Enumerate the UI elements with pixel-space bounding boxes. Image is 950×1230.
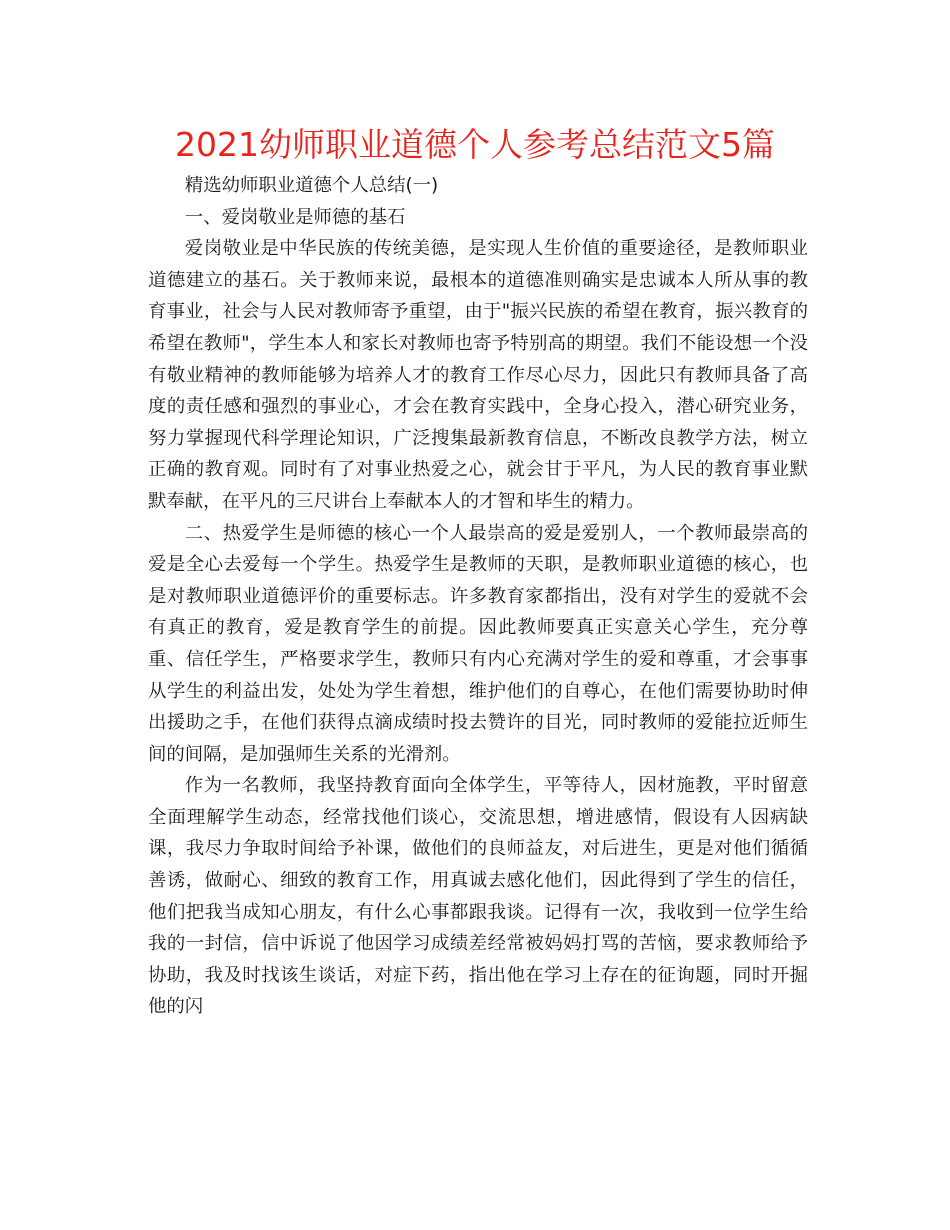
document-body	[148, 170, 808, 1023]
paragraph: 作为一名教师，我坚持教育面向全体学生，平等待人，因材施教，平时留意全面理解学生动态，经常找他们谈心，交流思想，增进感情，假设有人因病缺课，我尽力争取时间给予补课，做他们的良师益友，对后进生，更是对他们循循善诱，做耐心、细致的教育工作，用真诚去感化他们，因此得到了学生的信任，他们把我当成知心朋友，有什么心事都跟我谈。记得有一次，我收到一位学生给我的一封信，信中诉说了他因学习成绩差经常被妈妈打骂的苦恼，要求教师给予协助，我及时找该生谈话，对症下药，指出他在学习上存在的征询题，同时开掘他的闪	[148, 775, 808, 1018]
document-title: 2021幼师职业道德个人参考总结范文5篇	[175, 125, 775, 164]
paragraph: 二、热爱学生是师德的核心一个人最崇高的爱是爱别人，一个教师最崇高的爱是全心去爱每一个学生。热爱学生是教师的天职，是教师职业道德的核心，也是对教师职业道德评价的重要标志。许多教育家都指出，没有对学生的爱就不会有真正的教育，爱是教育学生的前提。因此教师要真正实意关心学生，充分尊重、信任学生，严格要求学生，教师只有内心充满对学生的爱和尊重，才会事事从学生的利益出发，处处为学生着想，维护他们的自尊心，在他们需要协助时伸出援助之手，在他们获得点滴成绩时投去赞许的目光，同时教师的爱能拉近师生间的间隔，是加强师生关系的光滑剂。	[148, 522, 808, 765]
paragraph: 爱岗敬业是中华民族的传统美德，是实现人生价值的重要途径，是教师职业道德建立的基石。关于教师来说，最根本的道德准则确实是忠诚本人所从事的教育事业，社会与人民对教师寄予重望，由于"振兴民族的希望在教育，振兴教育的希望在教师"，学生本人和家长对教师也寄予特别高的期望。我们不能设想一个没有敬业精神的教师能够为培养人才的教育工作尽心尽力，因此只有教师具备了高度的责任感和强烈的事业心，才会在教育实践中，全身心投入，潜心研究业务，努力掌握现代科学理论知识，广泛搜集最新教育信息，不断改良教学方法，树立正确的教育观。同时有了对事业热爱之心，就会甘于平凡，为人民的教育事业默默奉献，在平凡的三尺讲台上奉献本人的才智和毕生的精力。	[148, 238, 808, 512]
section-heading: 一、爱岗敬业是师德的基石	[184, 206, 406, 228]
section-subtitle: 精选幼师职业道德个人总结(一)	[184, 175, 439, 196]
